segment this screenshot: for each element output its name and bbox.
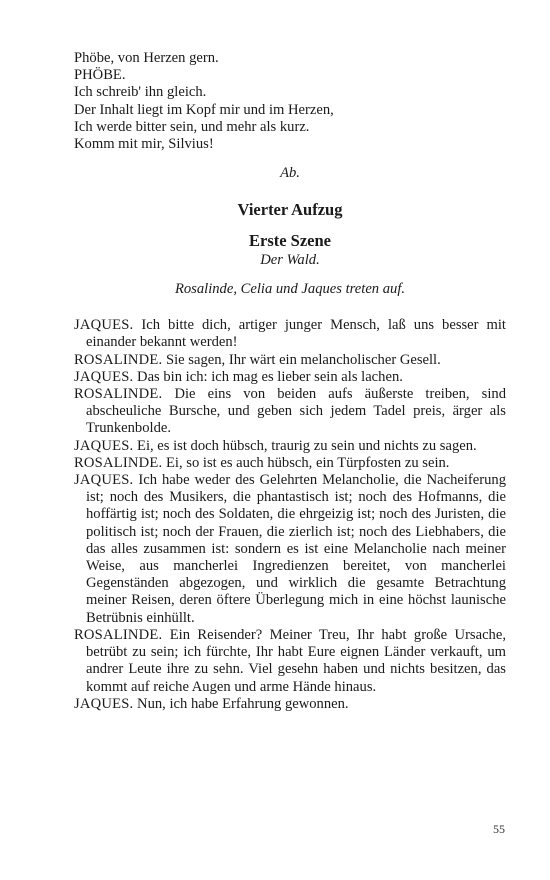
speech-text: Ei, es ist doch hübsch, traurig zu sein und nichts zu sagen. — [133, 437, 477, 454]
verse-line: Ich schreib' ihn gleich. — [74, 84, 207, 101]
verse-line: Phöbe, von Herzen gern. — [74, 50, 219, 66]
speaker-name: JAQUES. — [74, 317, 134, 334]
speech-text: Nun, ich habe Erfahrung gewonnen. — [133, 695, 349, 712]
speech — [74, 352, 506, 369]
opening-verse — [74, 50, 506, 153]
speech — [74, 627, 506, 696]
exit-direction: Ab. — [280, 165, 300, 182]
speech — [74, 369, 506, 386]
entrance-direction: Rosalinde, Celia und Jaques treten auf. — [174, 281, 406, 298]
act-title: Vierter Aufzug — [237, 200, 343, 220]
speech-text: Ich habe weder des Gelehrten Melancholie, die Nacheiferung ist; noch des Musikers, die phantastisch ist; noch des Hofmanns, die hoffärtig ist; noch des Soldaten, die ehrgeizig ist; noch des Juristen, die politisch ist; noch der Frauen, die zierlich ist; noch des Liebhabers, die das alles zusammen ist: sondern es ist eine Melancholie nach meiner Weise, aus mancherlei Ingredienzen bereitet, von mancherlei Gegenständen abgezogen, und wirklich die gesamte Betrachtung meiner Reisen, deren öftere Überlegung mich in eine höchst launische Betrübnis einhüllt. — [86, 472, 506, 626]
scene-title: Erste Szene — [248, 230, 332, 250]
speech-text: Ein Reisender? Meiner Treu, Ihr habt große Ursache, betrübt zu sein; ich fürchte, Ihr habt Eure eignen Länder verkauft, um andrer Leute ihre zu sehn. Viel gesehn haben und nichts besitzen, das kommt auf reiche Augen und arme Hände hinaus. — [86, 626, 506, 695]
speech — [74, 386, 506, 438]
verse-line: Der Inhalt liegt im Kopf mir und im Herzen, — [74, 101, 334, 118]
speech — [74, 317, 506, 351]
speech — [74, 472, 506, 627]
speech-text: Die eins von beiden aufs äußerste treiben, sind abscheuliche Bursche, und geben sich jedem Tadel preis, ärger als Trunkenbolde. — [86, 386, 506, 437]
verse-line: Komm mit mir, Silvius! — [74, 136, 214, 153]
page-number: 55 — [493, 822, 505, 836]
speech-text: Das bin ich: ich mag es lieber sein als lachen. — [133, 368, 403, 385]
speaker-heading: PHÖBE. — [74, 67, 126, 84]
speech — [74, 455, 506, 472]
book-page — [74, 50, 506, 713]
speech-text: Ei, so ist es auch hübsch, ein Türpfosten zu sein. — [162, 454, 450, 471]
speaker-name: ROSALINDE. — [74, 351, 163, 368]
speaker-name: ROSALINDE. — [74, 386, 163, 403]
dialogue — [74, 317, 506, 713]
speaker-name: JAQUES. — [74, 695, 134, 712]
speaker-name: ROSALINDE. — [74, 454, 163, 471]
speech-text: Sie sagen, Ihr wärt ein melancholischer Gesell. — [162, 351, 441, 368]
speaker-name: JAQUES. — [74, 437, 134, 454]
speaker-name: JAQUES. — [74, 472, 134, 489]
speech-text: Ich bitte dich, artiger junger Mensch, laß uns besser mit einander bekannt werden! — [86, 317, 506, 351]
speech — [74, 438, 506, 455]
verse-line: Ich werde bitter sein, und mehr als kurz. — [74, 118, 310, 135]
speaker-name: JAQUES. — [74, 368, 134, 385]
speaker-name: ROSALINDE. — [74, 626, 163, 643]
scene-place: Der Wald. — [260, 251, 320, 268]
speech — [74, 696, 506, 713]
